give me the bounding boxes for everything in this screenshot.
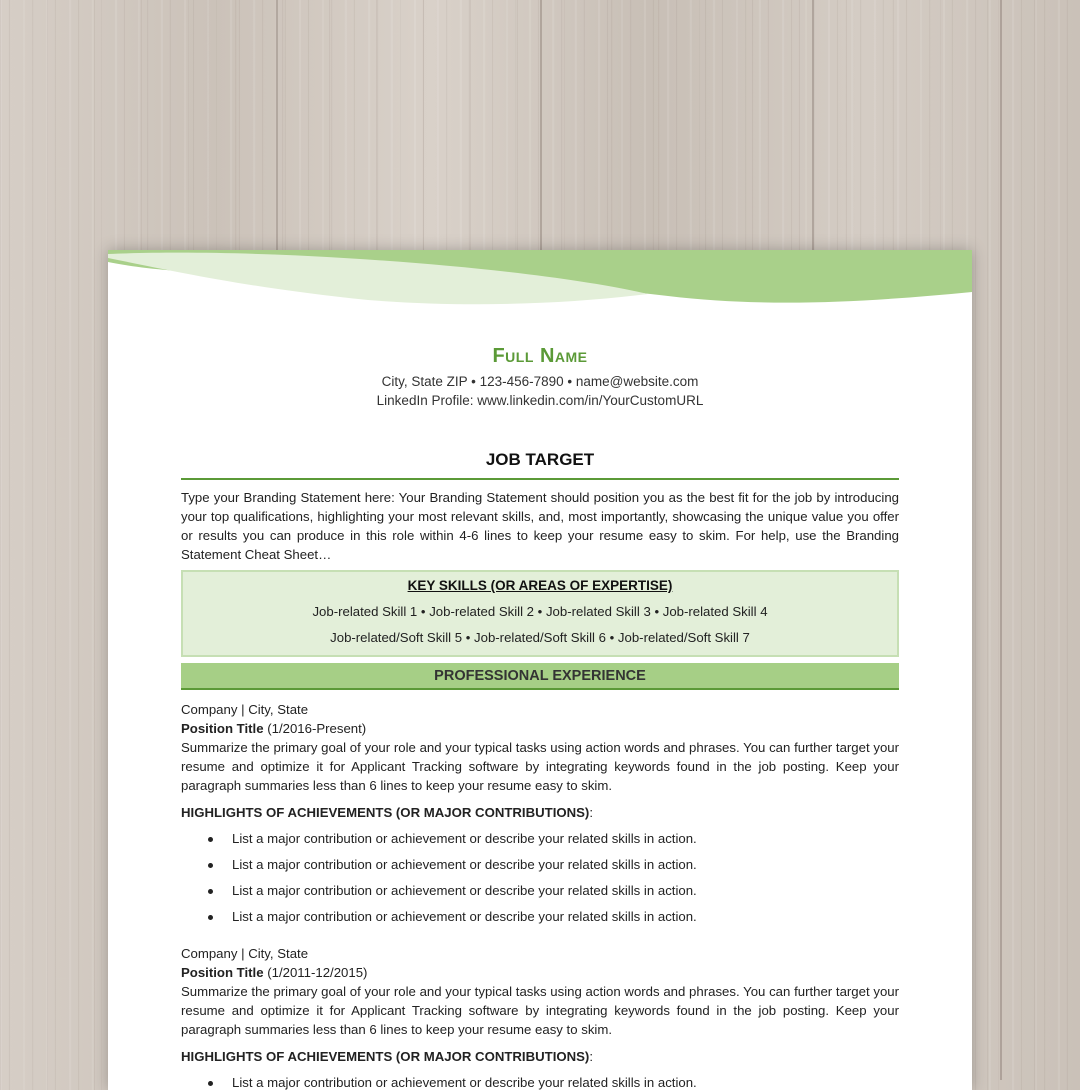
resume-page — [108, 250, 972, 1090]
list-item: List a major contribution or achievement or describe your related skills in action. — [181, 826, 899, 852]
highlights-title: HIGHLIGHTS OF ACHIEVEMENTS (OR MAJOR CONTRIBUTIONS) — [181, 1049, 590, 1064]
job-entry — [181, 700, 899, 930]
contact-info — [108, 372, 972, 410]
highlights-heading: HIGHLIGHTS OF ACHIEVEMENTS (OR MAJOR CONTRIBUTIONS): — [181, 805, 593, 820]
position-title: Position Title — [181, 721, 264, 736]
branding-statement: Type your Branding Statement here: Your Branding Statement should position you as the best fit for the job by introducing your top qualifications, highlighting your most relevant skills, and, most importantly, showcasing the unique value you offer or results you can produce in this role within 4-6 lines to keep your resume easy to skim. For help, use the Branding Statement Cheat Sheet… — [181, 490, 899, 562]
position-dates: (1/2011-12/2015) — [263, 965, 368, 980]
company-line: Company | City, State — [181, 702, 309, 717]
job-target-heading: JOB TARGET — [181, 450, 899, 480]
header-wave-decoration — [108, 250, 972, 320]
list-item: List a major contribution or achievement or describe your related skills in action. — [181, 904, 899, 930]
achievement-list — [181, 1070, 899, 1090]
key-skills-title: KEY SKILLS (OR AREAS OF EXPERTISE) — [407, 578, 673, 593]
key-skills-box — [181, 570, 899, 657]
job-summary: Summarize the primary goal of your role and your typical tasks using action words and phrases. You can further target your resume and optimize it for Applicant Tracking software by integrating keywords found in the job posting. Keep your paragraph summaries less than 6 lines to keep your resume easy to skim. — [181, 740, 899, 793]
job-summary: Summarize the primary goal of your role and your typical tasks using action words and phrases. You can further target your resume and optimize it for Applicant Tracking software by integrating keywords found in the job posting. Keep your paragraph summaries less than 6 lines to keep your resume easy to skim. — [181, 984, 899, 1037]
highlights-heading: HIGHLIGHTS OF ACHIEVEMENTS (OR MAJOR CONTRIBUTIONS): — [181, 1049, 593, 1064]
position-dates: (1/2016-Present) — [263, 721, 367, 736]
position-line — [181, 719, 899, 738]
list-item: List a major contribution or achievement or describe your related skills in action. — [181, 878, 899, 904]
job-entry — [181, 944, 899, 1090]
resume-body — [181, 450, 899, 1090]
full-name: Full Name — [492, 345, 588, 367]
resume-header — [108, 345, 972, 410]
wood-seam — [1000, 0, 1002, 1080]
highlights-title: HIGHLIGHTS OF ACHIEVEMENTS (OR MAJOR CONTRIBUTIONS) — [181, 805, 590, 820]
company-line: Company | City, State — [181, 946, 309, 961]
achievement-list — [181, 826, 899, 930]
list-item: List a major contribution or achievement or describe your related skills in action. — [181, 852, 899, 878]
skills-line: Job-related Skill 1 • Job-related Skill 2 • Job-related Skill 3 • Job-related Skill 4 — [312, 604, 768, 619]
linkedin-line: LinkedIn Profile: www.linkedin.com/in/YourCustomURL — [376, 393, 704, 408]
position-title: Position Title — [181, 965, 264, 980]
skills-line: Job-related/Soft Skill 5 • Job-related/Soft Skill 6 • Job-related/Soft Skill 7 — [330, 630, 750, 645]
list-item: List a major contribution or achievement or describe your related skills in action. — [181, 1070, 899, 1090]
professional-experience-heading: PROFESSIONAL EXPERIENCE — [181, 663, 899, 690]
contact-line: City, State ZIP • 123-456-7890 • name@website.com — [381, 374, 699, 389]
position-line — [181, 963, 899, 982]
